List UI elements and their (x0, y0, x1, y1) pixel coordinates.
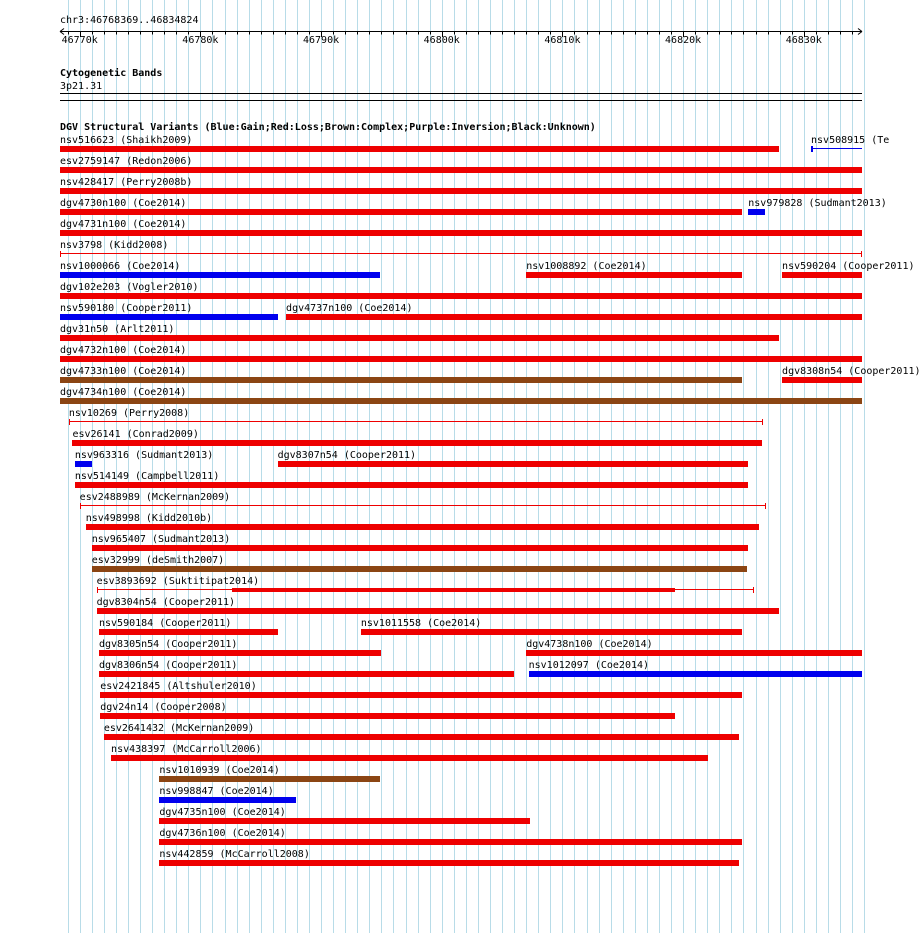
variant-bar[interactable] (60, 209, 742, 215)
ruler-tick-label: 46800k (423, 35, 460, 46)
variant-label[interactable]: dgv31n50 (Arlt2011) (60, 324, 175, 335)
ruler-tick-label: 46770k (61, 35, 98, 46)
variant-bar[interactable] (92, 566, 747, 572)
variant-endcap (762, 419, 763, 425)
variant-label[interactable]: nsv1010939 (Coe2014) (159, 765, 280, 776)
variant-bar[interactable] (100, 713, 674, 719)
variant-label[interactable]: nsv508915 (Te (811, 135, 890, 146)
dgv-track-title: DGV Structural Variants (Blue:Gain;Red:Loss;Brown:Complex;Purple:Inversion;Black:Unknown) (60, 122, 596, 133)
variant-label[interactable]: nsv428417 (Perry2008b) (60, 177, 193, 188)
variant-bar[interactable] (60, 167, 862, 173)
coordinates-label: chr3:46768369..46834824 (60, 15, 199, 26)
variant-label[interactable]: esv26141 (Conrad2009) (72, 429, 199, 440)
variant-label[interactable]: nsv1008892 (Coe2014) (526, 261, 647, 272)
variant-label[interactable]: dgv8304n54 (Cooper2011) (96, 597, 236, 608)
variant-label[interactable]: dgv102e203 (Vogler2010) (60, 282, 199, 293)
variant-endcap (753, 587, 754, 593)
variant-bar[interactable] (782, 272, 862, 278)
variant-label[interactable]: esv2759147 (Redon2006) (60, 156, 193, 167)
variant-label[interactable]: nsv10269 (Perry2008) (68, 408, 190, 419)
variant-bar[interactable] (75, 461, 92, 467)
variant-label[interactable]: dgv8306n54 (Cooper2011) (98, 660, 238, 671)
variant-bar[interactable] (60, 188, 862, 194)
variant-label[interactable]: nsv979828 (Sudmant2013) (748, 198, 887, 209)
variant-bar[interactable] (159, 839, 742, 845)
variant-label[interactable]: esv2488989 (McKernan2009) (79, 492, 231, 503)
variant-endcap (811, 146, 813, 152)
variant-bar[interactable] (75, 482, 748, 488)
variant-label[interactable]: dgv4738n100 (Coe2014) (526, 639, 653, 650)
ruler-tick-label: 46790k (302, 35, 340, 46)
variant-bar[interactable] (104, 734, 739, 740)
variant-bar[interactable] (278, 461, 749, 467)
variant-bar[interactable] (526, 650, 862, 656)
variant-label[interactable]: nsv516623 (Shaikh2009) (60, 135, 193, 146)
variant-label[interactable]: nsv438397 (McCarroll2006) (111, 744, 262, 755)
variant-bar[interactable] (286, 314, 862, 320)
ruler-tick-label: 46780k (182, 35, 219, 46)
variant-label[interactable]: nsv965407 (Sudmant2013) (91, 534, 231, 545)
variant-label[interactable]: dgv4733n100 (Coe2014) (60, 366, 187, 377)
variant-label[interactable]: nsv590204 (Cooper2011) (782, 261, 915, 272)
variant-bar[interactable] (60, 146, 779, 152)
variant-bar[interactable] (99, 671, 514, 677)
ruler-tick-label: 46820k (665, 35, 702, 46)
variant-label[interactable]: nsv498998 (Kidd2010b) (85, 513, 213, 524)
variant-bar[interactable] (99, 650, 381, 656)
variant-label[interactable]: esv2641432 (McKernan2009) (103, 723, 255, 734)
variant-label[interactable]: nsv1000066 (Coe2014) (60, 261, 181, 272)
variant-label[interactable]: nsv963316 (Sudmant2013) (74, 450, 214, 461)
variant-bar[interactable] (72, 440, 761, 446)
variant-label[interactable]: dgv8305n54 (Cooper2011) (98, 639, 238, 650)
variant-bar[interactable] (86, 524, 759, 530)
variant-label[interactable]: nsv998847 (Coe2014) (159, 786, 274, 797)
variant-bar[interactable] (748, 209, 765, 215)
variant-label[interactable]: nsv1011558 (Coe2014) (360, 618, 482, 629)
variant-label[interactable]: dgv4732n100 (Coe2014) (60, 345, 187, 356)
variant-span-line[interactable] (69, 421, 763, 422)
variant-bar[interactable] (60, 377, 742, 383)
ruler-tick-label: 46810k (544, 35, 581, 46)
cytoband-label: 3p21.31 (60, 81, 103, 92)
variant-label[interactable]: nsv590180 (Cooper2011) (60, 303, 193, 314)
ruler-tick-label: 46830k (785, 35, 822, 46)
variant-bar[interactable] (92, 545, 749, 551)
variant-label[interactable]: nsv590184 (Cooper2011) (98, 618, 232, 629)
variant-span-line[interactable] (80, 505, 767, 506)
variant-endcap (861, 251, 862, 257)
variant-label[interactable]: esv2421845 (Altshuler2010) (100, 681, 257, 692)
cytogenetic-bands-title: Cytogenetic Bands (60, 68, 163, 79)
variant-bar[interactable] (60, 335, 779, 341)
variant-label[interactable]: dgv4734n100 (Coe2014) (60, 387, 187, 398)
variant-label[interactable]: dgv24n14 (Cooper2008) (100, 702, 227, 713)
variant-label[interactable]: dgv4731n100 (Coe2014) (60, 219, 187, 230)
variant-bar[interactable] (232, 588, 675, 592)
variant-endcap (80, 503, 81, 509)
variant-bar[interactable] (60, 314, 278, 320)
variant-bar[interactable] (60, 293, 862, 299)
variant-bar[interactable] (60, 356, 862, 362)
variant-label[interactable]: esv32999 (deSmith2007) (91, 555, 225, 566)
variant-bar[interactable] (97, 608, 779, 614)
variant-bar[interactable] (159, 797, 295, 803)
variant-bar[interactable] (60, 272, 380, 278)
variant-label[interactable]: nsv514149 (Campbell2011) (74, 471, 220, 482)
variant-bar[interactable] (111, 755, 708, 761)
variant-bar[interactable] (159, 818, 529, 824)
variant-span-line[interactable] (811, 148, 862, 149)
variant-bar[interactable] (99, 629, 278, 635)
variant-bar[interactable] (159, 776, 380, 782)
variant-bar[interactable] (526, 272, 741, 278)
variant-label[interactable]: nsv442859 (McCarroll2008) (159, 849, 310, 860)
variant-endcap (60, 251, 61, 257)
variant-endcap (69, 419, 70, 425)
variant-label[interactable]: dgv4735n100 (Coe2014) (159, 807, 286, 818)
variant-label[interactable]: dgv8308n54 (Cooper2011) (782, 366, 921, 377)
variant-label[interactable]: nsv1012097 (Coe2014) (528, 660, 650, 671)
variant-span-line[interactable] (60, 253, 862, 254)
variant-label[interactable]: dgv8307n54 (Cooper2011) (277, 450, 417, 461)
variant-label[interactable]: dgv4737n100 (Coe2014) (286, 303, 413, 314)
variant-bar[interactable] (60, 398, 862, 404)
variant-bar[interactable] (159, 860, 738, 866)
variant-bar[interactable] (529, 671, 862, 677)
variant-label[interactable]: dgv4736n100 (Coe2014) (159, 828, 286, 839)
variant-label[interactable]: dgv4730n100 (Coe2014) (60, 198, 187, 209)
variant-bar[interactable] (361, 629, 742, 635)
variant-bar[interactable] (60, 230, 862, 236)
variant-label[interactable]: nsv3798 (Kidd2008) (60, 240, 169, 251)
variant-endcap (97, 587, 98, 593)
variant-label[interactable]: esv3893692 (Suktitipat2014) (96, 576, 260, 587)
variant-bar[interactable] (100, 692, 742, 698)
variant-endcap (765, 503, 766, 509)
variant-bar[interactable] (782, 377, 862, 383)
